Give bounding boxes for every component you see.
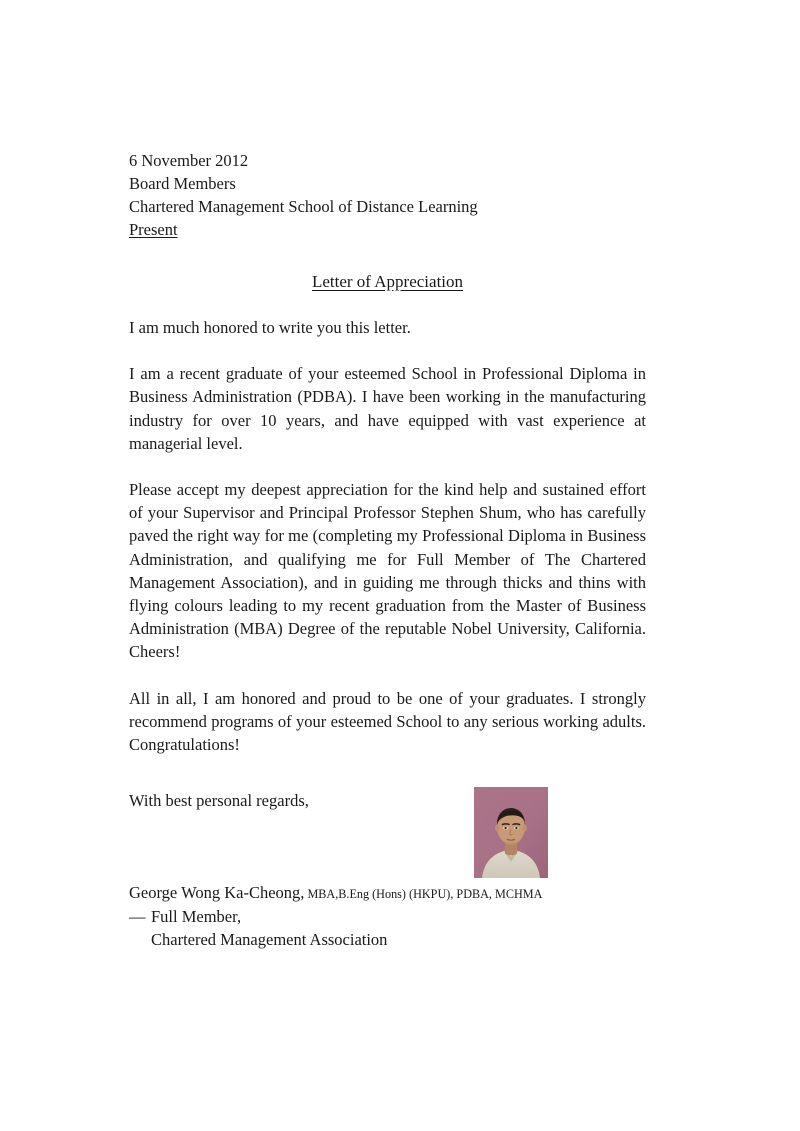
letter-title-wrap <box>129 271 646 293</box>
letter-organization: Chartered Management School of Distance Learning <box>129 197 478 216</box>
signature-organization: Chartered Management Association <box>151 930 388 949</box>
letter-delivery-text: Present <box>129 220 178 239</box>
letter-title: Letter of Appreciation <box>311 272 464 291</box>
signature-role-line <box>129 905 689 928</box>
letter-delivery <box>129 218 646 241</box>
letter-paragraph-4: All in all, I am honored and proud to be one of your graduates. I strongly recommend programs of your esteemed School to any serious working adults. Congratulations! <box>129 688 646 755</box>
author-portrait-photo <box>474 787 548 878</box>
letter-paragraph-2: I am a recent graduate of your esteemed School in Professional Diploma in Business Administration (PDBA). I have been working in the manufacturing industry for over 10 years, and have equipped with vast experience at managerial level. <box>129 364 646 453</box>
letter-paragraph-1: I am much honored to write you this letter. <box>129 318 411 337</box>
letter-closing-regards: With best personal regards, <box>129 791 309 810</box>
signature-role: Full Member, <box>151 907 242 926</box>
signature-name: George Wong Ka-Cheong, <box>129 883 305 902</box>
letter-recipient: Board Members <box>129 174 236 193</box>
signature-block <box>129 882 689 951</box>
letter-paragraph-3: Please accept my deepest appreciation for the kind help and sustained effort of your Supervisor and Principal Professor Stephen Shum, who has carefully paved the right way for me (completing my Professional Diploma in Business Administration, and qualifying me for Full Member of The Chartered Management Association), and in guiding me through thicks and thins with flying colours leading to my recent graduation from the Master of Business Administration (MBA) Degree of the reputable Nobel University, California. Cheers! <box>129 480 646 662</box>
letter-content <box>129 149 646 756</box>
signature-dash: — <box>129 907 146 926</box>
signature-credentials: MBA,B.Eng (Hons) (HKPU), PDBA, MCHMA <box>304 887 543 901</box>
signature-name-line <box>129 882 689 905</box>
letter-date: 6 November 2012 <box>129 151 249 170</box>
